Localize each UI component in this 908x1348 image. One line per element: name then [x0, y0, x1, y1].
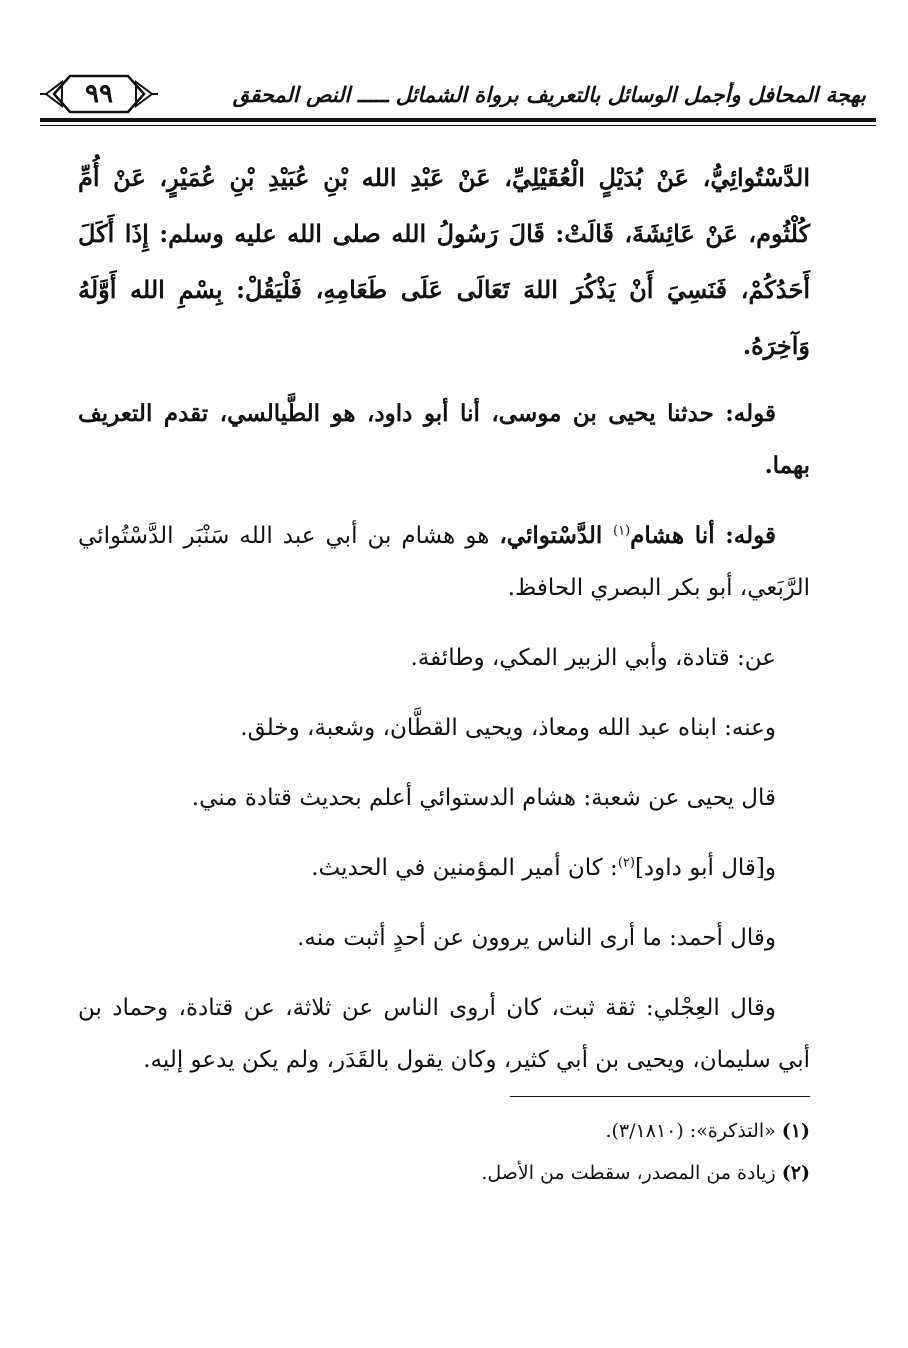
hisham-rest: هو هشام بن أبي عبد الله سَنْبَر الدَّسْتُوائي الرَّبَعي، أبو بكر البصري الحافظ. [78, 523, 810, 601]
footnote-ref-2: (٢) [617, 855, 635, 871]
quote-abu-dawud [78, 842, 810, 894]
narrators-from: عن: قتادة، وأبي الزبير المكي، وطائفة. [410, 645, 776, 671]
footnote-2-num: (٢) [781, 1162, 810, 1184]
running-header-title: بهجة المحافل وأجمل الوسائل بالتعريف برواة الشمائل ـــــ النص المحقق [232, 82, 866, 107]
header-rule-thin [40, 125, 876, 126]
header-rule-thick [40, 118, 876, 122]
footnote-1-num: (١) [781, 1120, 810, 1142]
abu-dawud-rest: : كان أمير المؤمنين في الحديث. [311, 855, 618, 881]
hadith-text: الدَّسْتُوائِيُّ، عَنْ بُدَيْلٍ الْعُقَيْلِيِّ، عَنْ عَبْدِ الله بْنِ عُبَيْدِ بْنِ عُمَيْرٍ، عَنْ أُمِّ كُلْثُوم، عَنْ عَائِشَةَ، قَالَتْ: قَالَ رَسُولُ الله صلى الله عليه وسلم: إِذَا أَكَلَ أَحَدُكُمْ، فَنَسِيَ أَنْ يَذْكُرَ اللهَ تَعَالَى عَلَى طَعَامِهِ، فَلْيَقُلْ: بِسْمِ الله أَوَّلَهُ وَآخِرَهُ. [78, 163, 810, 360]
hisham-lead: قوله: أنا هشام [630, 522, 776, 549]
narrators-to: وعنه: ابناه عبد الله ومعاذ، ويحيى القطَّان، وشعبة، وخلق. [240, 715, 776, 741]
quote-ahmad: وقال أحمد: ما أرى الناس يروون عن أحدٍ أثبت منه. [297, 925, 776, 951]
quote-ijli: وقال العِجْلي: ثقة ثبت، كان أروى الناس عن ثلاثة، عن قتادة، وحماد بن أبي سليمان، ويحيى بن أبي كثير، وكان يقول بالقَدَر، ولم يكن يدعو إليه. [78, 995, 810, 1073]
quote-shuba: قال يحيى عن شعبة: هشام الدستوائي أعلم بحديث قتادة مني. [191, 785, 776, 811]
footnote-ref-1: (١) [613, 523, 631, 539]
footnote-2 [170, 1152, 810, 1194]
page-number-ornament [40, 72, 158, 116]
footnote-2-text: زيادة من المصدر، سقطت من الأصل. [481, 1162, 776, 1184]
footnote-1 [170, 1110, 810, 1152]
footnote-1-text: «التذكرة»: (٣/١٨١٠). [605, 1120, 776, 1142]
abu-dawud-lead: و[قال أبو داود] [634, 855, 776, 881]
footnote-separator [510, 1096, 810, 1097]
commentary-tayalisi: قوله: حدثنا يحيى بن موسى، أنا أبو داود، هو الطَّيالسي، تقدم التعريف بهما. [78, 400, 810, 479]
page-header [40, 70, 876, 132]
footnotes [170, 1110, 810, 1194]
commentary-hisham [78, 510, 810, 614]
page-number: ٩٩ [85, 79, 113, 109]
hisham-nisba: الدَّسْتوائي، [499, 522, 614, 549]
main-text [78, 150, 810, 1104]
